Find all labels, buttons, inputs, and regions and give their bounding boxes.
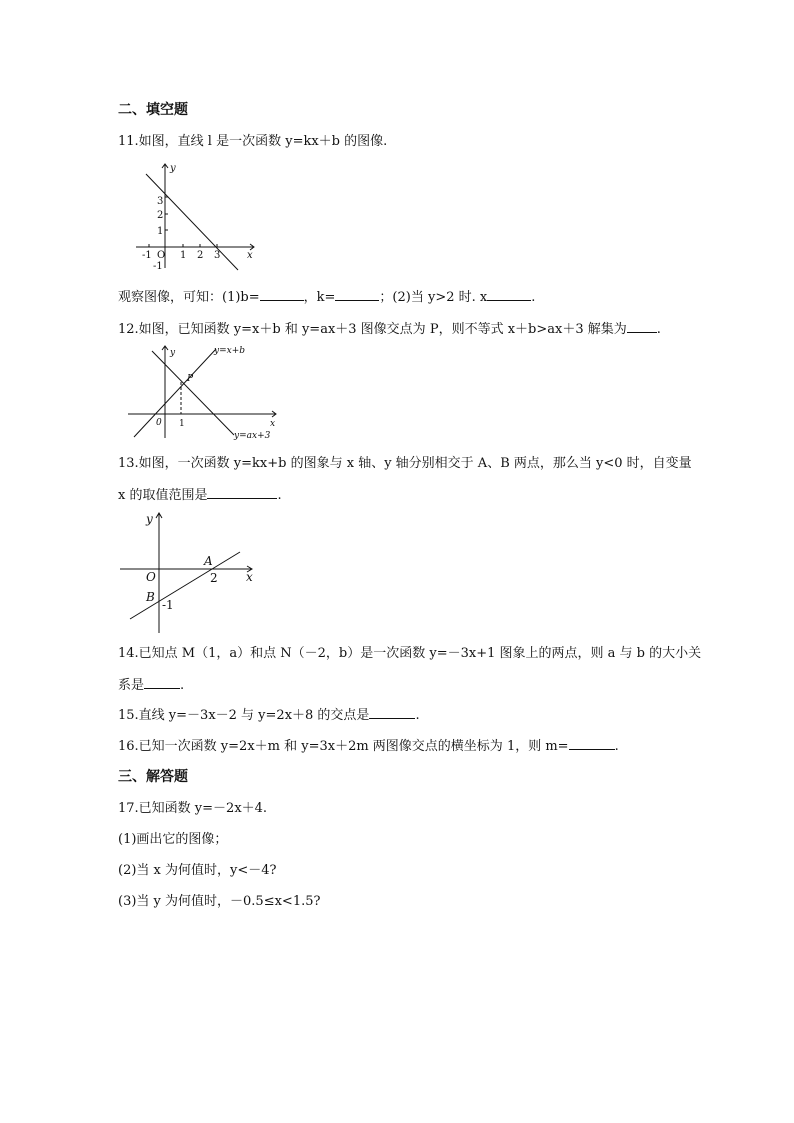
q11-x-tick: 3	[214, 250, 221, 261]
q15-stem-text: 15.直线 y=－3x－2 与 y=2x＋8 的交点是	[118, 708, 370, 723]
q16-stem-text: 16.已知一次函数 y=2x＋m 和 y=3x＋2m 两图像交点的横坐标为 1，则 m=	[118, 739, 569, 754]
question-12-stem	[118, 320, 661, 339]
q11-origin: O	[157, 250, 166, 261]
q12-answer-blank[interactable]	[627, 320, 657, 333]
q12-x-axis-label: x	[270, 419, 276, 429]
question-14-stem-line2	[118, 676, 184, 695]
q13-origin: O	[146, 570, 156, 584]
q12-graph	[124, 343, 284, 443]
q16-stem-end: .	[614, 739, 619, 754]
q13-point-b: B	[146, 590, 155, 604]
q11-answer-blank-b[interactable]	[260, 288, 304, 301]
q14-answer-blank[interactable]	[144, 676, 180, 689]
q11-x-tick: 2	[197, 250, 204, 261]
q12-line2-label: y=ax+3	[234, 431, 271, 441]
q14-stem-end: .	[180, 678, 185, 693]
q12-point-p: P	[187, 374, 194, 384]
q13-stem-text: x 的取值范围是	[118, 488, 208, 503]
q13-stem-end: .	[277, 488, 282, 503]
q11-y-tick: 3	[157, 196, 164, 207]
question-16-stem	[118, 737, 619, 756]
q13-answer-blank[interactable]	[207, 486, 277, 499]
q13-y-tick: -1	[162, 598, 174, 612]
q11-observe-text-2: ，k=	[303, 290, 336, 305]
q12-x-tick: 1	[179, 419, 185, 429]
question-14-stem-line1: 14.已知点 M（1，a）和点 N（－2，b）是一次函数 y=－3x+1 图象上的两点，则 a 与 b 的大小关	[118, 646, 702, 661]
q11-y-tick: 2	[157, 210, 164, 221]
q11-x-axis-label: x	[247, 250, 253, 261]
q11-observe-text-3: ；(2)当 y>2 时. x	[379, 290, 488, 305]
q11-observe-text-4: .	[531, 290, 536, 305]
question-17-stem: 17.已知函数 y=－2x＋4.	[118, 801, 268, 816]
q13-x-tick: 2	[210, 571, 218, 585]
question-17-part-3: (3)当 y 为何值时，－0.5≤x<1.5?	[118, 894, 321, 909]
q11-y-axis-label: y	[170, 163, 176, 174]
q11-graph	[128, 160, 268, 272]
q11-answer-blank-x[interactable]	[487, 288, 531, 301]
q11-x-tick: -1	[142, 250, 152, 261]
q13-point-a: A	[204, 554, 213, 568]
q11-x-tick: 1	[180, 250, 187, 261]
question-13-stem-line2	[118, 486, 282, 505]
q13-x-axis-label: x	[246, 570, 253, 584]
q11-answer-blank-k[interactable]	[335, 288, 379, 301]
question-13-stem-line1: 13.如图，一次函数 y=kx+b 的图象与 x 轴、y 轴分别相交于 A、B 两点，那么当 y<0 时，自变量	[118, 456, 692, 471]
q12-stem-text: 12.如图，已知函数 y=x＋b 和 y=ax＋3 图像交点为 P，则不等式 x＋b>ax＋3 解集为	[118, 322, 627, 337]
q12-origin: 0	[156, 418, 162, 428]
section-heading-fill-in: 二、填空题	[118, 102, 188, 118]
q13-y-axis-label: y	[146, 512, 153, 526]
question-15-stem	[118, 706, 420, 725]
q13-graph	[118, 505, 268, 635]
question-17-part-2: (2)当 x 为何值时，y<－4?	[118, 863, 277, 878]
q15-stem-end: .	[415, 708, 420, 723]
section-heading-solve: 三、解答题	[118, 769, 188, 785]
question-17-part-1: (1)画出它的图像；	[118, 832, 228, 847]
q11-y-tick: -1	[153, 261, 163, 272]
q14-stem-text: 系是	[118, 678, 145, 693]
q12-y-axis-label: y	[170, 348, 176, 358]
q12-line1-label: y=x+b	[214, 346, 246, 356]
q12-stem-end: .	[656, 322, 661, 337]
q16-answer-blank[interactable]	[569, 737, 615, 750]
q15-answer-blank[interactable]	[369, 706, 415, 719]
question-11-observe	[118, 288, 535, 307]
q11-y-tick: 1	[157, 226, 164, 237]
question-11-stem: 11.如图，直线 l 是一次函数 y=kx＋b 的图像.	[118, 134, 388, 149]
q11-observe-text-1: 观察图像，可知：(1)b=	[118, 290, 260, 305]
